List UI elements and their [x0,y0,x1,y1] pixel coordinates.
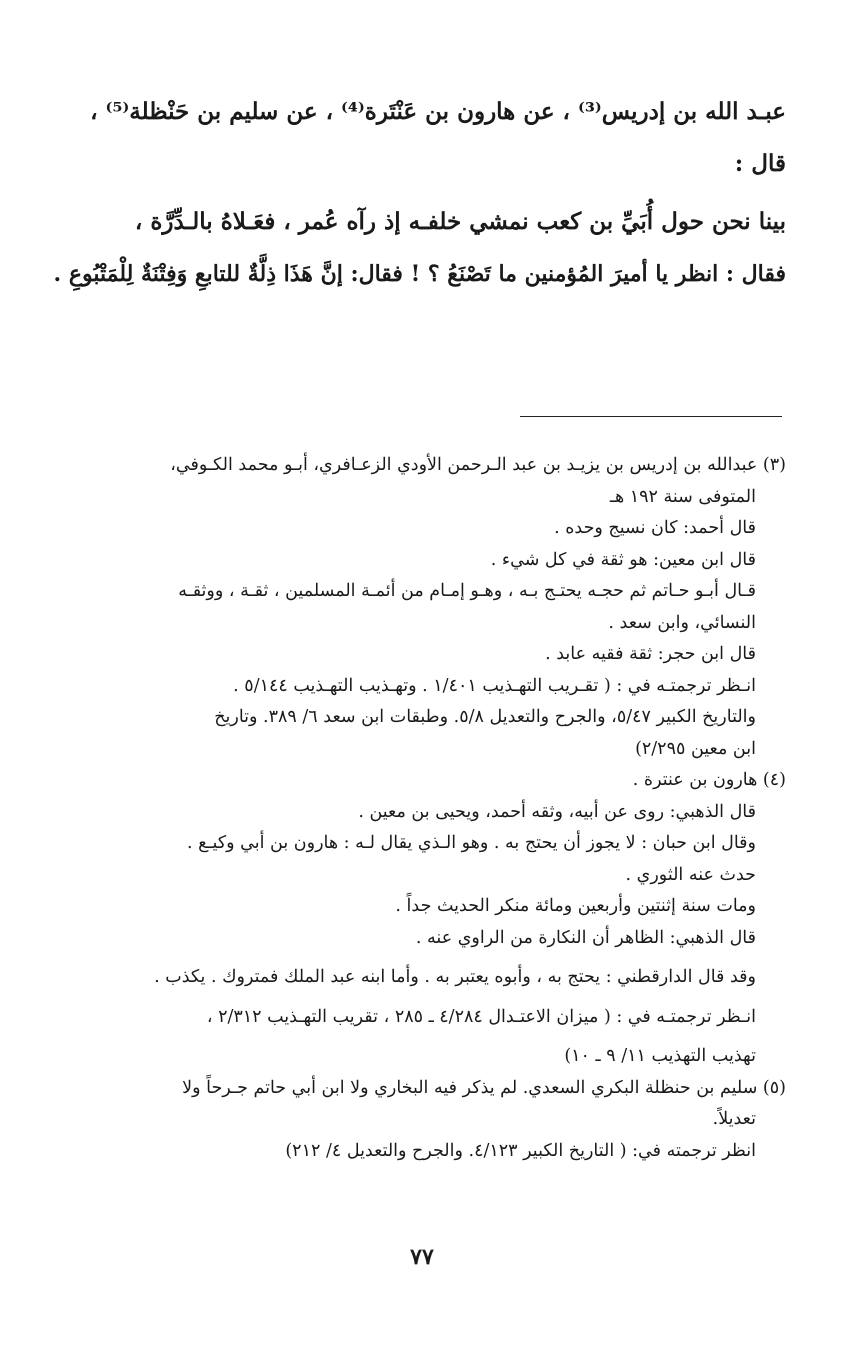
footnote-line: والتاريخ الكبير ٥/٤٧، والجرح والتعديل ٥/٨. وطبقات ابن سعد ٦/ ٣٨٩. وتاريخ [214,707,756,727]
footnote-line: تعديلاً. [712,1109,756,1129]
footnotes [41,450,786,1167]
main-line: بينا نحن حول أُبَيِّ بن كعب نمشي خلفـه إذ رآه عُمر ، فعَـلاهُ بالـدِّرَّة ، [134,208,786,235]
footnote-line: قال أحمد: كان نسيج وحده . [554,518,756,538]
footnote-line: قال الذهبي: روى عن أبيه، وثقه أحمد، ويحيى بن معين . [358,801,756,822]
footnote-line: انظر ترجمته في: ( التاريخ الكبير ٤/١٢٣. والجرح والتعديل ٤/ ٢١٢) [285,1140,756,1161]
main-text [41,86,786,300]
footnote-line: قـال أبـو حـاتم ثم حجـه يحتـج بـه ، وهـو إمـام من أئمـة المسلمين ، ثقـة ، ووثقـه [178,581,756,601]
footnote-line: النسائي، وابن سعد . [608,612,756,633]
main-line: عبـد الله بن إدريس⁽³⁾ ، عن هارون بن عَنْتَرة⁽⁴⁾ ، عن سليم بن حَنْظلة⁽⁵⁾ ، [90,98,786,125]
footnote-line: قال ابن معين: هو ثقة في كل شيء . [490,549,756,570]
page-number: ٧٧ [410,1244,434,1270]
footnote-line: المتوفى سنة ١٩٢ هـ [609,486,756,507]
footnote-line: وقد قال الدارقطني : يحتج به ، وأبوه يعتبر به . وأما ابنه عبد الملك فمتروك . يكذب . [154,967,756,987]
footnote-line: ابن معين ٢/٢٩٥) [635,738,756,759]
footnote-line: ومات سنة إثنتين وأربعين ومائة منكر الحديث جداً . [395,896,756,916]
footnote-line: (٤) هارون بن عنترة . [632,770,786,790]
footnote-line: (٣) عبدالله بن إدريس بن يزيـد بن عبد الـرحمن الأودي الزعـافري، أبـو محمد الكـوفي، [170,455,786,475]
footnote-gap [41,994,786,1002]
main-line: قال : [734,150,786,177]
footnote-line: تهذيب التهذيب ١١/ ٩ ـ ١٠) [564,1046,756,1066]
footnote-line: حدث عنه الثوري . [625,864,756,885]
footnote-gap [41,1033,786,1041]
footnote-line: قال ابن حجر: ثقة فقيه عابد . [545,644,756,664]
main-line: فقال : انظر يا أميرَ المُؤمنين ما تَصْنَعُ ؟ ! فقال: إنَّ هَذَا ذِلَّةٌ للتابعِ وَفِتْنَةٌ لِلْمَتْبُوعِ . [53,261,786,287]
footnote-line: انـظر ترجمتـه في : ( تقـريب التهـذيب ١/٤٠١ . وتهـذيب التهـذيب ٥/١٤٤ . [233,675,756,696]
footnote-gap [41,954,786,962]
footnote-line: قال الذهبي: الظاهر أن النكارة من الراوي عنه . [415,927,756,948]
footnote-line: وقال ابن حبان : لا يجوز أن يحتج به . وهو الـذي يقال لـه : هارون بن أبي وكيـع . [186,833,756,853]
footnote-line: انـظر ترجمتـه في : ( ميزان الاعتـدال ٤/٢٨٤ ـ ٢٨٥ ، تقريب التهـذيب ٢/٣١٢ ، [206,1006,756,1027]
footnote-line: (٥) سليم بن حنظلة البكري السعدي. لم يذكر فيه البخاري ولا ابن أبي حاتم جـرحاً ولا [182,1077,786,1098]
footnote-separator [520,416,782,417]
